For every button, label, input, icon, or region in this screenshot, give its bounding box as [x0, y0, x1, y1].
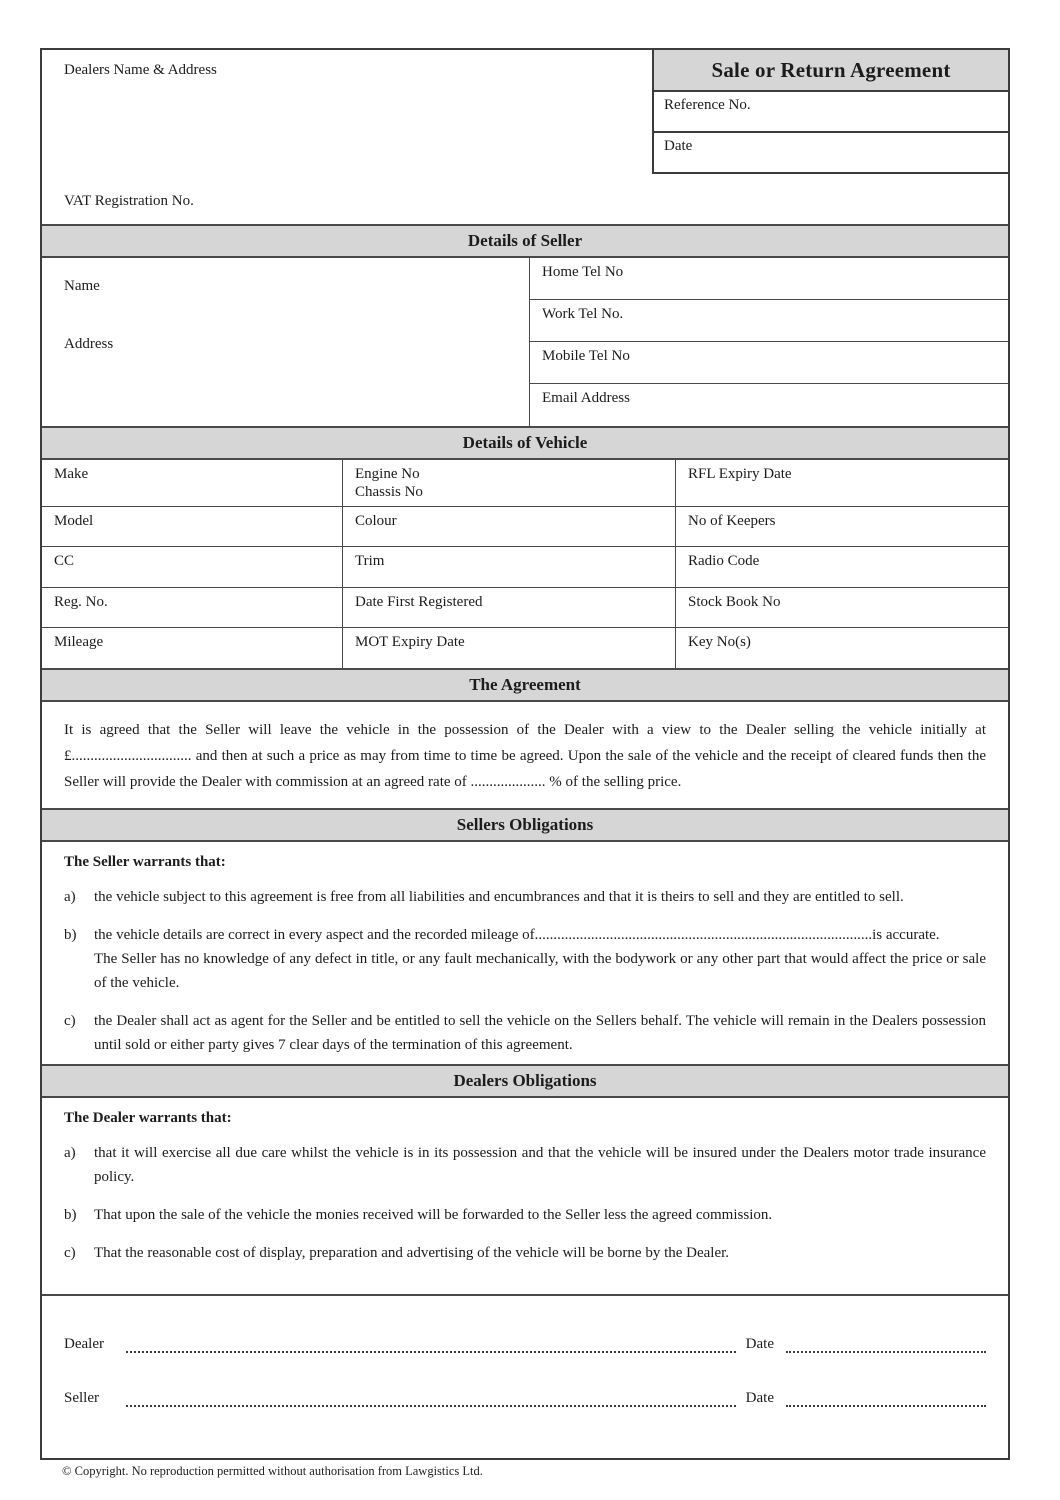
seller-name-address-cell[interactable]	[42, 258, 530, 426]
dealers-obligations-heading: Dealers Obligations	[42, 1064, 1008, 1098]
item-text: the Dealer shall act as agent for the Seller and be entitled to sell the vehicle on the Sellers behalf. The vehicle will remain in the Dealers possession until sold or either party gives 7 clear days of the termination of this agreement.	[94, 1013, 986, 1053]
date-first-registered-field[interactable]: Date First Registered	[343, 588, 676, 628]
trim-field[interactable]: Trim	[343, 547, 676, 587]
signature-section	[42, 1294, 1008, 1458]
key-nos-field[interactable]: Key No(s)	[688, 633, 751, 650]
agreement-clause-block	[42, 702, 1008, 808]
cc-field[interactable]: CC	[42, 547, 343, 587]
details-of-vehicle-heading: Details of Vehicle	[42, 426, 1008, 460]
item-letter: a)	[64, 1145, 76, 1161]
seller-details-table	[42, 258, 1008, 426]
dealer-date-line[interactable]	[786, 1336, 986, 1353]
mobile-tel-field[interactable]: Mobile Tel No	[530, 342, 1008, 384]
dealer-warrants-intro: The Dealer warrants that:	[64, 1110, 232, 1126]
details-of-seller-heading: Details of Seller	[42, 224, 1008, 258]
seller-signature-row	[64, 1389, 986, 1406]
form-title: Sale or Return Agreement	[654, 50, 1008, 92]
dealer-signature-row	[64, 1336, 986, 1353]
reference-no-field[interactable]: Reference No.	[654, 92, 1008, 133]
vehicle-details-table	[42, 460, 1008, 668]
dealer-obligation-item-b	[64, 1203, 986, 1227]
engine-chassis-field[interactable]	[343, 460, 676, 507]
mileage-field[interactable]: Mileage	[42, 628, 343, 668]
sellers-obligations-heading: Sellers Obligations	[42, 808, 1008, 842]
chassis-no-label: Chassis No	[355, 484, 423, 500]
dealers-obligations-block	[42, 1098, 1008, 1294]
dealers-name-address-label: Dealers Name & Address	[64, 62, 217, 78]
item-letter: c)	[64, 1245, 76, 1261]
seller-signature-label: Seller	[64, 1389, 99, 1406]
radio-code-field[interactable]: Radio Code	[676, 547, 1008, 587]
seller-obligation-item-c	[64, 1009, 986, 1057]
colour-field[interactable]: Colour	[343, 507, 676, 547]
item-letter: b)	[64, 927, 77, 943]
reg-no-field[interactable]: Reg. No.	[42, 588, 343, 628]
email-address-field[interactable]: Email Address	[542, 390, 630, 406]
make-field[interactable]: Make	[42, 460, 343, 507]
seller-obligation-item-b	[64, 923, 986, 995]
form-header-section	[42, 50, 1008, 224]
date-field[interactable]: Date	[654, 133, 1008, 174]
seller-signature-line[interactable]	[126, 1389, 736, 1406]
seller-name-label: Name	[64, 278, 100, 294]
item-text: the vehicle subject to this agreement is free from all liabilities and encumbrances and that it is theirs to sell and they are entitled to sell.	[94, 889, 904, 905]
home-tel-field[interactable]: Home Tel No	[530, 258, 1008, 300]
item-letter: c)	[64, 1013, 76, 1029]
work-tel-field[interactable]: Work Tel No.	[530, 300, 1008, 342]
model-field[interactable]: Model	[42, 507, 343, 547]
seller-address-label: Address	[64, 336, 114, 352]
item-letter: a)	[64, 889, 76, 905]
mot-expiry-field[interactable]: MOT Expiry Date	[343, 628, 676, 668]
the-agreement-heading: The Agreement	[42, 668, 1008, 702]
no-of-keepers-field[interactable]: No of Keepers	[676, 507, 1008, 547]
seller-obligation-item-a	[64, 885, 986, 909]
dealer-obligation-item-a	[64, 1141, 986, 1189]
dealer-date-label: Date	[745, 1336, 774, 1353]
item-text: That the reasonable cost of display, preparation and advertising of the vehicle will be borne by the Dealer.	[94, 1245, 730, 1261]
dealer-signature-line[interactable]	[126, 1336, 736, 1353]
item-text	[94, 923, 986, 995]
rfl-expiry-field[interactable]: RFL Expiry Date	[676, 460, 1008, 507]
item-text: that it will exercise all due care whilst the vehicle is in its possession and that the vehicle will be insured under the Dealers motor trade insurance policy.	[94, 1145, 986, 1185]
item-text-line1: the vehicle details are correct in every aspect and the recorded mileage of..........................................................................................is accurate.	[94, 927, 940, 943]
seller-warrants-intro: The Seller warrants that:	[64, 854, 226, 870]
copyright-notice: © Copyright. No reproduction permitted without authorisation from Lawgistics Ltd.	[62, 1464, 483, 1478]
seller-date-label: Date	[745, 1389, 774, 1406]
title-box	[652, 50, 1008, 174]
seller-date-line[interactable]	[786, 1389, 986, 1406]
item-text: That upon the sale of the vehicle the monies received will be forwarded to the Seller less the agreed commission.	[94, 1207, 773, 1223]
vat-registration-label: VAT Registration No.	[64, 193, 194, 209]
item-letter: b)	[64, 1207, 77, 1223]
dealer-obligation-item-c	[64, 1241, 986, 1265]
sale-or-return-form	[40, 48, 1010, 1460]
stock-book-no-field[interactable]: Stock Book No	[676, 588, 1008, 628]
engine-no-label: Engine No	[355, 466, 420, 482]
dealer-signature-label: Dealer	[64, 1336, 104, 1353]
item-text-line2: The Seller has no knowledge of any defect in title, or any fault mechanically, with the bodywork or any other part that would affect the price or sale of the vehicle.	[94, 951, 986, 991]
sellers-obligations-block	[42, 842, 1008, 1064]
agreement-clause-text: It is agreed that the Seller will leave the vehicle in the possession of the Dealer with a view to the Dealer selling the vehicle initially at £................................ and then at such a price as may from time to time be agreed. Upon the sale of the vehicle and the receipt of cleared funds then the Seller will provide the Dealer with commission at an agreed rate of .................... % of the selling price.	[64, 722, 986, 790]
